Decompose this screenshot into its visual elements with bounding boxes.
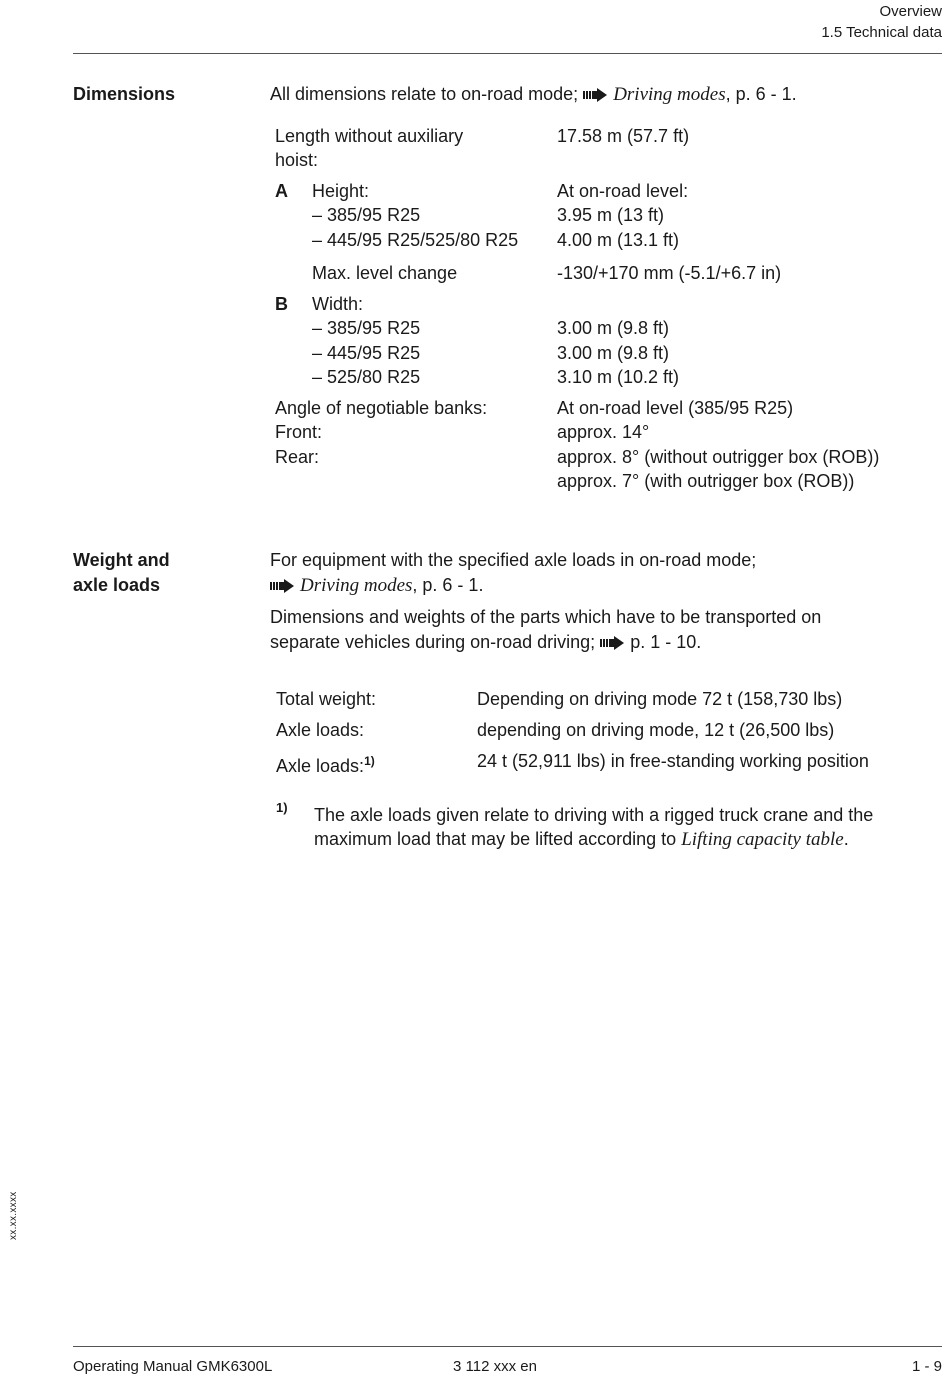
height-row-value: 3.95 m (13 ft) — [557, 205, 665, 225]
height-row-label: – 385/95 R25 — [312, 205, 421, 225]
dimensions-heading: Dimensions — [73, 84, 176, 104]
total-weight-value: Depending on driving mode 72 t (158,730 lbs) — [477, 689, 843, 709]
width-row-label: – 445/95 R25 — [312, 343, 421, 363]
angle-label: Angle of negotiable banks: — [275, 398, 488, 418]
width-row-value: 3.10 m (10.2 ft) — [557, 367, 680, 387]
page-reference-link[interactable]: p. 1 - 10. — [630, 632, 702, 652]
width-row-value: 3.00 m (9.8 ft) — [557, 343, 670, 363]
height-label: Height: — [312, 181, 370, 201]
side-code: xx.xx.xxxx — [8, 1191, 19, 1240]
weight-heading-cont: axle loads — [73, 575, 161, 595]
footer-page-number: 1 - 9 — [911, 1358, 942, 1375]
dimensions-intro-prefix: All dimensions relate to on-road mode; — [270, 84, 579, 104]
cross-reference-arrow-icon — [600, 636, 624, 650]
footnote-mark: 1) — [276, 800, 288, 815]
footnote-text: The axle loads given relate to driving with a rigged truck crane and the — [314, 805, 874, 825]
weight-intro-ref — [270, 573, 483, 598]
transport-text: Dimensions and weights of the parts which have to be transported on — [270, 607, 822, 627]
width-row-value: 3.00 m (9.8 ft) — [557, 318, 670, 338]
rear-value: approx. 8° (without outrigger box (ROB)) — [557, 447, 880, 467]
footnote-reference: 1) — [364, 754, 375, 768]
weight-intro: For equipment with the specified axle loads in on-road mode; — [270, 550, 757, 570]
level-change-value: -130/+170 mm (-5.1/+6.7 in) — [557, 263, 782, 283]
transport-text-cont — [270, 630, 701, 654]
footer-manual: Operating Manual GMK6300L — [73, 1358, 273, 1375]
level-change-label: Max. level change — [312, 263, 458, 283]
angle-header-value: At on-road level (385/95 R25) — [557, 398, 794, 418]
rear-label: Rear: — [275, 447, 320, 467]
footer-rule — [73, 1346, 942, 1347]
width-row-label: – 525/80 R25 — [312, 367, 421, 387]
axle-loads-label: Axle loads: — [276, 720, 365, 740]
weight-intro-suffix: , p. 6 - 1. — [412, 575, 484, 595]
header-rule — [73, 53, 942, 54]
header-chapter: Overview — [879, 3, 942, 20]
transport-text-prefix: separate vehicles during on-road driving; — [270, 632, 596, 652]
dimensions-intro — [270, 82, 797, 107]
length-value: 17.58 m (57.7 ft) — [557, 126, 690, 146]
width-row-label: – 385/95 R25 — [312, 318, 421, 338]
cross-reference-arrow-icon — [583, 88, 607, 102]
footer-doc-number: 3 112 xxx en — [453, 1358, 537, 1375]
dimension-letter-a: A — [275, 181, 288, 201]
rear-value: approx. 7° (with outrigger box (ROB)) — [557, 471, 855, 491]
footnote-text-suffix: . — [843, 829, 849, 849]
axle-loads-working-text: Axle loads: — [276, 756, 365, 776]
lifting-capacity-table-link[interactable]: Lifting capacity table — [681, 829, 844, 850]
driving-modes-link[interactable]: Driving modes — [300, 575, 413, 596]
cross-reference-arrow-icon — [270, 579, 294, 593]
weight-heading: Weight and — [73, 550, 170, 570]
axle-loads-working-label — [276, 749, 375, 778]
dimension-letter-b: B — [275, 294, 288, 314]
length-label-cont: hoist: — [275, 150, 319, 170]
header-section: 1.5 Technical data — [821, 24, 942, 41]
front-label: Front: — [275, 422, 323, 442]
height-row-value: 4.00 m (13.1 ft) — [557, 230, 680, 250]
driving-modes-link[interactable]: Driving modes — [613, 84, 726, 105]
footnote-text-prefix: maximum load that may be lifted according to — [314, 829, 677, 849]
dimensions-intro-suffix: , p. 6 - 1. — [725, 84, 797, 104]
height-header-value: At on-road level: — [557, 181, 689, 201]
length-label: Length without auxiliary — [275, 126, 464, 146]
front-value: approx. 14° — [557, 422, 650, 442]
height-row-label: – 445/95 R25/525/80 R25 — [312, 230, 519, 250]
total-weight-label: Total weight: — [276, 689, 377, 709]
width-label: Width: — [312, 294, 364, 314]
axle-loads-working-value: 24 t (52,911 lbs) in free-standing working position — [477, 751, 869, 771]
axle-loads-value: depending on driving mode, 12 t (26,500 lbs) — [477, 720, 835, 740]
footnote-text-cont — [314, 827, 849, 852]
